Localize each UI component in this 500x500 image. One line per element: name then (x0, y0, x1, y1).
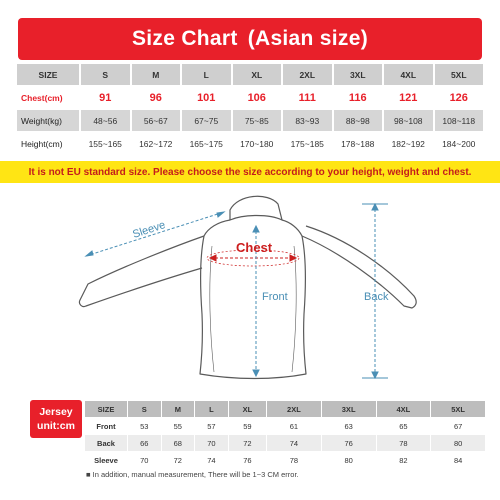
unit-badge-title: Jersey (39, 406, 73, 418)
header-cell: 4XL (384, 64, 433, 85)
measurement-footnote: ■ In addition, manual measurement, There will be 1~3 CM error. (86, 470, 299, 479)
front-label: Front (262, 291, 288, 303)
table-header-row (17, 64, 483, 85)
table-cell: 75~85 (233, 110, 282, 131)
table-cell: 88~98 (334, 110, 383, 131)
header-cell: M (132, 64, 181, 85)
table-cell: 68 (162, 435, 195, 451)
table-cell: 72 (229, 435, 266, 451)
row-label: Back (85, 435, 127, 451)
table-cell: 48~56 (81, 110, 130, 131)
header-cell: S (81, 64, 130, 85)
table-cell: 57 (195, 418, 228, 434)
row-label: Sleeve (85, 452, 127, 468)
table-cell: 78 (377, 435, 431, 451)
row-label: Weight(kg) (17, 110, 79, 131)
table-cell: 67~75 (182, 110, 231, 131)
table-cell: 72 (162, 452, 195, 468)
header-cell: 3XL (334, 64, 383, 85)
row-label: Front (85, 418, 127, 434)
jersey-outline (79, 196, 416, 378)
table-cell: 66 (128, 435, 161, 451)
chest-label: Chest (236, 240, 273, 255)
table-cell: 91 (81, 87, 130, 108)
row-label: Chest(cm) (17, 87, 79, 108)
jersey-unit-badge (30, 400, 82, 438)
table-cell: 175~185 (283, 133, 332, 154)
header-cell: XL (233, 64, 282, 85)
table-row-back (85, 435, 485, 451)
title-sub: (Asian size) (247, 27, 368, 50)
table-row-sleeve (85, 452, 485, 468)
table-cell: 80 (431, 435, 485, 451)
asian-size-table (15, 62, 485, 156)
table-row-height (17, 133, 483, 154)
size-notice: It is not EU standard size. Please choose the size according to your height, weight and chest. (0, 161, 500, 183)
table-cell: 116 (334, 87, 383, 108)
header-cell: M (162, 401, 195, 417)
table-cell: 82 (377, 452, 431, 468)
header-cell: 4XL (377, 401, 431, 417)
table-cell: 80 (322, 452, 376, 468)
unit-badge-unit: unit:cm (37, 420, 75, 432)
table-cell: 76 (322, 435, 376, 451)
header-cell: L (195, 401, 228, 417)
table-cell: 53 (128, 418, 161, 434)
table-cell: 111 (283, 87, 332, 108)
table-cell: 70 (128, 452, 161, 468)
table-cell: 65 (377, 418, 431, 434)
table-cell: 63 (322, 418, 376, 434)
table-cell: 108~118 (435, 110, 484, 131)
table-cell: 83~93 (283, 110, 332, 131)
table-cell: 96 (132, 87, 181, 108)
title-banner (18, 18, 482, 60)
table-cell: 121 (384, 87, 433, 108)
table-cell: 126 (435, 87, 484, 108)
header-cell: 5XL (435, 64, 484, 85)
header-cell: XL (229, 401, 266, 417)
table-cell: 155~165 (81, 133, 130, 154)
table-cell: 184~200 (435, 133, 484, 154)
header-cell: 3XL (322, 401, 376, 417)
back-label: Back (364, 291, 389, 303)
table-cell: 61 (267, 418, 321, 434)
table-cell: 67 (431, 418, 485, 434)
row-label: Height(cm) (17, 133, 79, 154)
header-cell: SIZE (85, 401, 127, 417)
header-cell: 2XL (267, 401, 321, 417)
table-cell: 70 (195, 435, 228, 451)
table-cell: 178~188 (334, 133, 383, 154)
table-cell: 165~175 (182, 133, 231, 154)
table-cell: 78 (267, 452, 321, 468)
title-main: Size Chart (131, 27, 238, 50)
table-cell: 182~192 (384, 133, 433, 154)
table-cell: 162~172 (132, 133, 181, 154)
header-cell: L (182, 64, 231, 85)
table-cell: 106 (233, 87, 282, 108)
table-row-front (85, 418, 485, 434)
table-cell: 84 (431, 452, 485, 468)
table-header-row (85, 401, 485, 417)
table-cell: 59 (229, 418, 266, 434)
table-cell: 170~180 (233, 133, 282, 154)
table-cell: 55 (162, 418, 195, 434)
header-cell: 5XL (431, 401, 485, 417)
table-cell: 76 (229, 452, 266, 468)
header-cell: SIZE (17, 64, 79, 85)
table-cell: 98~108 (384, 110, 433, 131)
sleeve-label: Sleeve (131, 219, 167, 241)
table-cell: 74 (267, 435, 321, 451)
table-cell: 101 (182, 87, 231, 108)
jersey-diagram (0, 186, 500, 390)
jersey-measurement-table (84, 400, 486, 469)
table-cell: 74 (195, 452, 228, 468)
header-cell: S (128, 401, 161, 417)
table-row-weight (17, 110, 483, 131)
header-cell: 2XL (283, 64, 332, 85)
table-row-chest (17, 87, 483, 108)
table-cell: 56~67 (132, 110, 181, 131)
